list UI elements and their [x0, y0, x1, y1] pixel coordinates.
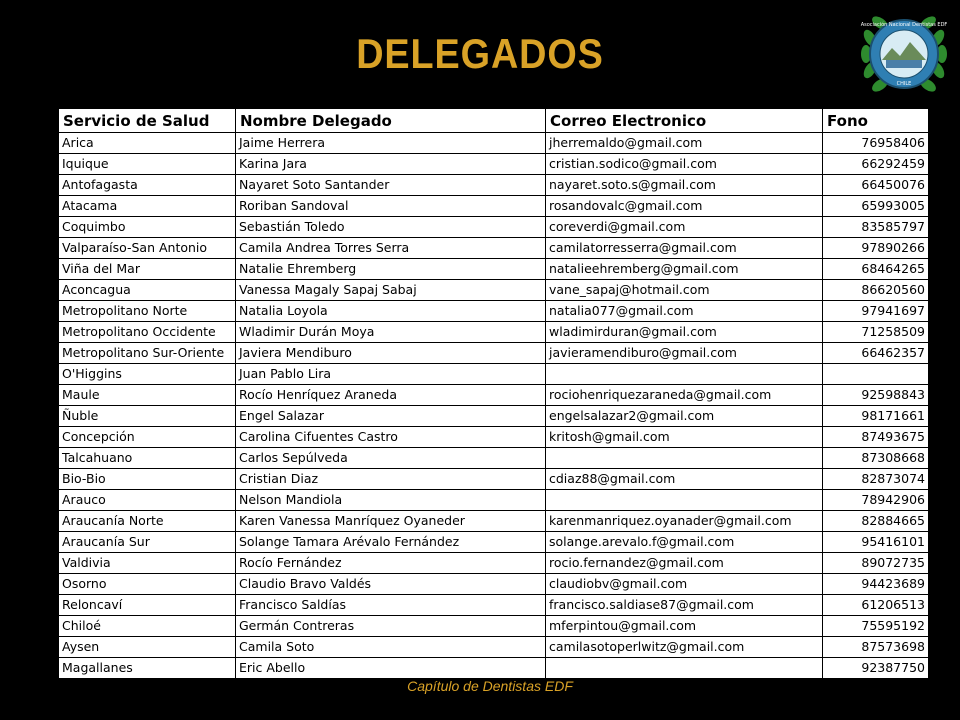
page-title: DELEGADOS [356, 30, 604, 77]
cell-correo: rocio.fernandez@gmail.com [546, 553, 823, 574]
svg-text:CHILE: CHILE [896, 81, 912, 87]
cell-fono: 87493675 [823, 427, 929, 448]
table-row [59, 385, 929, 406]
cell-fono: 92387750 [823, 658, 929, 679]
cell-fono: 95416101 [823, 532, 929, 553]
cell-fono: 66450076 [823, 175, 929, 196]
cell-correo: natalia077@gmail.com [546, 301, 823, 322]
cell-servicio: Valparaíso-San Antonio [59, 238, 236, 259]
table-row [59, 238, 929, 259]
cell-correo [546, 658, 823, 679]
table-row [59, 637, 929, 658]
table-row [59, 364, 929, 385]
header-fono: Fono [823, 109, 929, 133]
cell-servicio: Atacama [59, 196, 236, 217]
cell-fono: 66292459 [823, 154, 929, 175]
cell-correo: rociohenriquezaraneda@gmail.com [546, 385, 823, 406]
cell-correo: javieramendiburo@gmail.com [546, 343, 823, 364]
cell-fono: 94423689 [823, 574, 929, 595]
cell-nombre: Camila Andrea Torres Serra [236, 238, 546, 259]
table-row [59, 259, 929, 280]
cell-servicio: Magallanes [59, 658, 236, 679]
table-row [59, 217, 929, 238]
cell-correo: camilasotoperlwitz@gmail.com [546, 637, 823, 658]
cell-correo: vane_sapaj@hotmail.com [546, 280, 823, 301]
cell-nombre: Germán Contreras [236, 616, 546, 637]
cell-fono: 87573698 [823, 637, 929, 658]
cell-servicio: Aysen [59, 637, 236, 658]
cell-servicio: Valdivia [59, 553, 236, 574]
cell-nombre: Karen Vanessa Manríquez Oyaneder [236, 511, 546, 532]
cell-correo: wladimirduran@gmail.com [546, 322, 823, 343]
cell-nombre: Natalia Loyola [236, 301, 546, 322]
cell-nombre: Carolina Cifuentes Castro [236, 427, 546, 448]
table-row [59, 553, 929, 574]
cell-nombre: Carlos Sepúlveda [236, 448, 546, 469]
cell-correo: mferpintou@gmail.com [546, 616, 823, 637]
table-row [59, 595, 929, 616]
cell-correo: coreverdi@gmail.com [546, 217, 823, 238]
table-row [59, 469, 929, 490]
cell-fono: 61206513 [823, 595, 929, 616]
table-row [59, 154, 929, 175]
cell-nombre: Javiera Mendiburo [236, 343, 546, 364]
cell-servicio: Metropolitano Norte [59, 301, 236, 322]
cell-nombre: Rocío Fernández [236, 553, 546, 574]
table-row [59, 322, 929, 343]
cell-servicio: Chiloé [59, 616, 236, 637]
cell-fono: 75595192 [823, 616, 929, 637]
table-row [59, 406, 929, 427]
cell-correo: natalieehremberg@gmail.com [546, 259, 823, 280]
cell-servicio: Arica [59, 133, 236, 154]
cell-nombre: Roriban Sandoval [236, 196, 546, 217]
cell-nombre: Natalie Ehremberg [236, 259, 546, 280]
table-row [59, 175, 929, 196]
cell-correo [546, 448, 823, 469]
table-row [59, 301, 929, 322]
cell-fono: 78942906 [823, 490, 929, 511]
table-row [59, 343, 929, 364]
cell-fono: 71258509 [823, 322, 929, 343]
cell-nombre: Eric Abello [236, 658, 546, 679]
delegates-table [58, 108, 929, 679]
table-row [59, 280, 929, 301]
cell-servicio: Araucanía Sur [59, 532, 236, 553]
cell-correo: cristian.sodico@gmail.com [546, 154, 823, 175]
cell-servicio: Viña del Mar [59, 259, 236, 280]
cell-nombre: Juan Pablo Lira [236, 364, 546, 385]
cell-fono: 86620560 [823, 280, 929, 301]
table-header-row [59, 109, 929, 133]
cell-correo [546, 364, 823, 385]
table-row [59, 427, 929, 448]
cell-correo: rosandovalc@gmail.com [546, 196, 823, 217]
cell-fono: 97941697 [823, 301, 929, 322]
cell-servicio: Ñuble [59, 406, 236, 427]
table-row [59, 133, 929, 154]
cell-servicio: Osorno [59, 574, 236, 595]
cell-nombre: Karina Jara [236, 154, 546, 175]
cell-nombre: Camila Soto [236, 637, 546, 658]
cell-nombre: Claudio Bravo Valdés [236, 574, 546, 595]
cell-servicio: Talcahuano [59, 448, 236, 469]
cell-correo: karenmanriquez.oyanader@gmail.com [546, 511, 823, 532]
cell-fono: 87308668 [823, 448, 929, 469]
cell-correo: engelsalazar2@gmail.com [546, 406, 823, 427]
svg-text:Asociación Nacional Dentistas: Asociación Nacional Dentistas EDF [860, 22, 948, 28]
cell-servicio: O'Higgins [59, 364, 236, 385]
cell-correo: solange.arevalo.f@gmail.com [546, 532, 823, 553]
cell-nombre: Solange Tamara Arévalo Fernández [236, 532, 546, 553]
cell-nombre: Francisco Saldías [236, 595, 546, 616]
cell-servicio: Metropolitano Occidente [59, 322, 236, 343]
cell-servicio: Metropolitano Sur-Oriente [59, 343, 236, 364]
cell-correo: nayaret.soto.s@gmail.com [546, 175, 823, 196]
cell-fono: 65993005 [823, 196, 929, 217]
cell-servicio: Arauco [59, 490, 236, 511]
cell-nombre: Cristian Diaz [236, 469, 546, 490]
cell-servicio: Coquimbo [59, 217, 236, 238]
cell-servicio: Maule [59, 385, 236, 406]
association-seal-logo [860, 8, 948, 100]
table-row [59, 448, 929, 469]
cell-servicio: Aconcagua [59, 280, 236, 301]
cell-fono: 98171661 [823, 406, 929, 427]
cell-correo: francisco.saldiase87@gmail.com [546, 595, 823, 616]
cell-fono: 89072735 [823, 553, 929, 574]
cell-servicio: Araucanía Norte [59, 511, 236, 532]
cell-correo: cdiaz88@gmail.com [546, 469, 823, 490]
cell-nombre: Engel Salazar [236, 406, 546, 427]
cell-fono [823, 364, 929, 385]
cell-fono: 97890266 [823, 238, 929, 259]
cell-fono: 92598843 [823, 385, 929, 406]
cell-nombre: Nelson Mandiola [236, 490, 546, 511]
table-row [59, 658, 929, 679]
cell-fono: 82873074 [823, 469, 929, 490]
header-correo: Correo Electronico [546, 109, 823, 133]
cell-fono: 68464265 [823, 259, 929, 280]
cell-servicio: Reloncaví [59, 595, 236, 616]
cell-nombre: Nayaret Soto Santander [236, 175, 546, 196]
table-row [59, 532, 929, 553]
cell-correo: kritosh@gmail.com [546, 427, 823, 448]
cell-correo [546, 490, 823, 511]
cell-fono: 82884665 [823, 511, 929, 532]
table-row [59, 574, 929, 595]
footer-caption: Capítulo de Dentistas EDF [407, 678, 573, 694]
table-row [59, 511, 929, 532]
header-servicio: Servicio de Salud [59, 109, 236, 133]
cell-correo: camilatorresserra@gmail.com [546, 238, 823, 259]
cell-nombre: Rocío Henríquez Araneda [236, 385, 546, 406]
cell-fono: 76958406 [823, 133, 929, 154]
cell-servicio: Antofagasta [59, 175, 236, 196]
cell-servicio: Bio-Bio [59, 469, 236, 490]
cell-nombre: Sebastián Toledo [236, 217, 546, 238]
table-row [59, 196, 929, 217]
cell-nombre: Jaime Herrera [236, 133, 546, 154]
table-row [59, 616, 929, 637]
cell-servicio: Concepción [59, 427, 236, 448]
cell-fono: 66462357 [823, 343, 929, 364]
cell-correo: jherremaldo@gmail.com [546, 133, 823, 154]
cell-correo: claudiobv@gmail.com [546, 574, 823, 595]
table-row [59, 490, 929, 511]
cell-nombre: Wladimir Durán Moya [236, 322, 546, 343]
header-nombre: Nombre Delegado [236, 109, 546, 133]
cell-servicio: Iquique [59, 154, 236, 175]
cell-fono: 83585797 [823, 217, 929, 238]
cell-nombre: Vanessa Magaly Sapaj Sabaj [236, 280, 546, 301]
